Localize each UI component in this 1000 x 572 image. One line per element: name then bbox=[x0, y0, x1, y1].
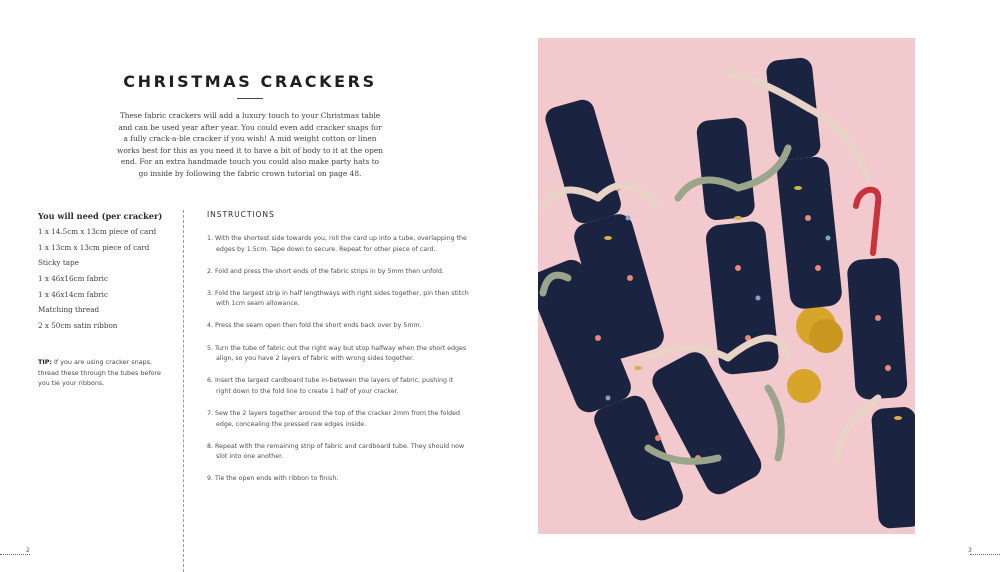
instruction-step: 4. Press the seam open then fold the short ends back over by 5mm. bbox=[207, 322, 422, 330]
page-number-right: 3 bbox=[968, 547, 972, 554]
intro-paragraph: These fabric crackers will add a luxury touch to your Christmas table and can be used year after year. You could even add cracker snaps for a fully crack-a-ble cracker if you wish! A mid weight cotton or linen works best for this as you need it to have a bit of body to it at the open end. For an extra handmade touch you could also make party hats to go inside by following the fabric crown tutorial on page 48. bbox=[117, 111, 383, 178]
materials-item: 1 x 46x16cm fabric bbox=[38, 274, 108, 284]
materials-item: Matching thread bbox=[38, 305, 100, 315]
instruction-step: 7. Sew the 2 layers together around the top of the cracker 2mm from the folded edge, concealing the pressed raw edges inside. bbox=[207, 409, 460, 428]
materials-item: 1 x 46x14cm fabric bbox=[38, 289, 108, 299]
page-title: CHRISTMAS CRACKERS bbox=[123, 72, 377, 91]
instruction-step: 2. Fold and press the short ends of the fabric strips in by 5mm then unfold. bbox=[207, 267, 444, 275]
title-rule bbox=[237, 98, 263, 99]
materials-item: 2 x 50cm satin ribbon bbox=[38, 321, 118, 331]
instructions-heading: INSTRUCTIONS bbox=[207, 210, 275, 219]
instruction-step: 5. Turn the tube of fabric out the right way but stop halfway when the short edges align, so you have 2 layers of fabric with wrong sides together. bbox=[207, 344, 467, 363]
gold-coin bbox=[809, 319, 843, 353]
folio-rule-left bbox=[0, 554, 30, 555]
instructions-list bbox=[207, 234, 469, 496]
tip-label: TIP: bbox=[38, 358, 52, 366]
instruction-step: 9. Tie the open ends with ribbon to finish. bbox=[207, 475, 339, 483]
page-number-left: 2 bbox=[26, 547, 30, 554]
tip-text: If you are using cracker snaps, thread these through the tubes before you tie your ribbons. bbox=[38, 358, 161, 388]
materials-item: 1 x 13cm x 13cm piece of card bbox=[38, 242, 150, 252]
folio-rule-right bbox=[970, 554, 1000, 555]
gold-coin bbox=[787, 369, 821, 403]
materials-list bbox=[38, 226, 156, 336]
materials-heading: You will need (per cracker) bbox=[38, 211, 163, 221]
crackers-illustration bbox=[538, 38, 915, 534]
materials-item: Sticky tape bbox=[38, 258, 79, 268]
instruction-step: 6. Insert the largest cardboard tube in-between the layers of fabric, pushing it right down to the fold line to create 1 half of your cracker. bbox=[207, 377, 454, 395]
instruction-step: 8. Repeat with the remaining strip of fabric and cardboard tube. They should now slot into one another. bbox=[207, 442, 465, 461]
crackers-photo bbox=[538, 38, 915, 534]
column-divider bbox=[183, 210, 184, 572]
materials-item: 1 x 14.5cm x 13cm piece of card bbox=[38, 227, 157, 236]
instruction-step: 3. Fold the largest strip in half lengthways with right sides together, pin then stitch with 1cm seam allowance. bbox=[207, 289, 469, 308]
tip-note bbox=[38, 357, 168, 389]
instruction-step: 1. With the shortest side towards you, roll the card up into a tube, overlapping the edges by 1.5cm. Tape down to secure. Repeat for other piece of card. bbox=[207, 235, 467, 253]
